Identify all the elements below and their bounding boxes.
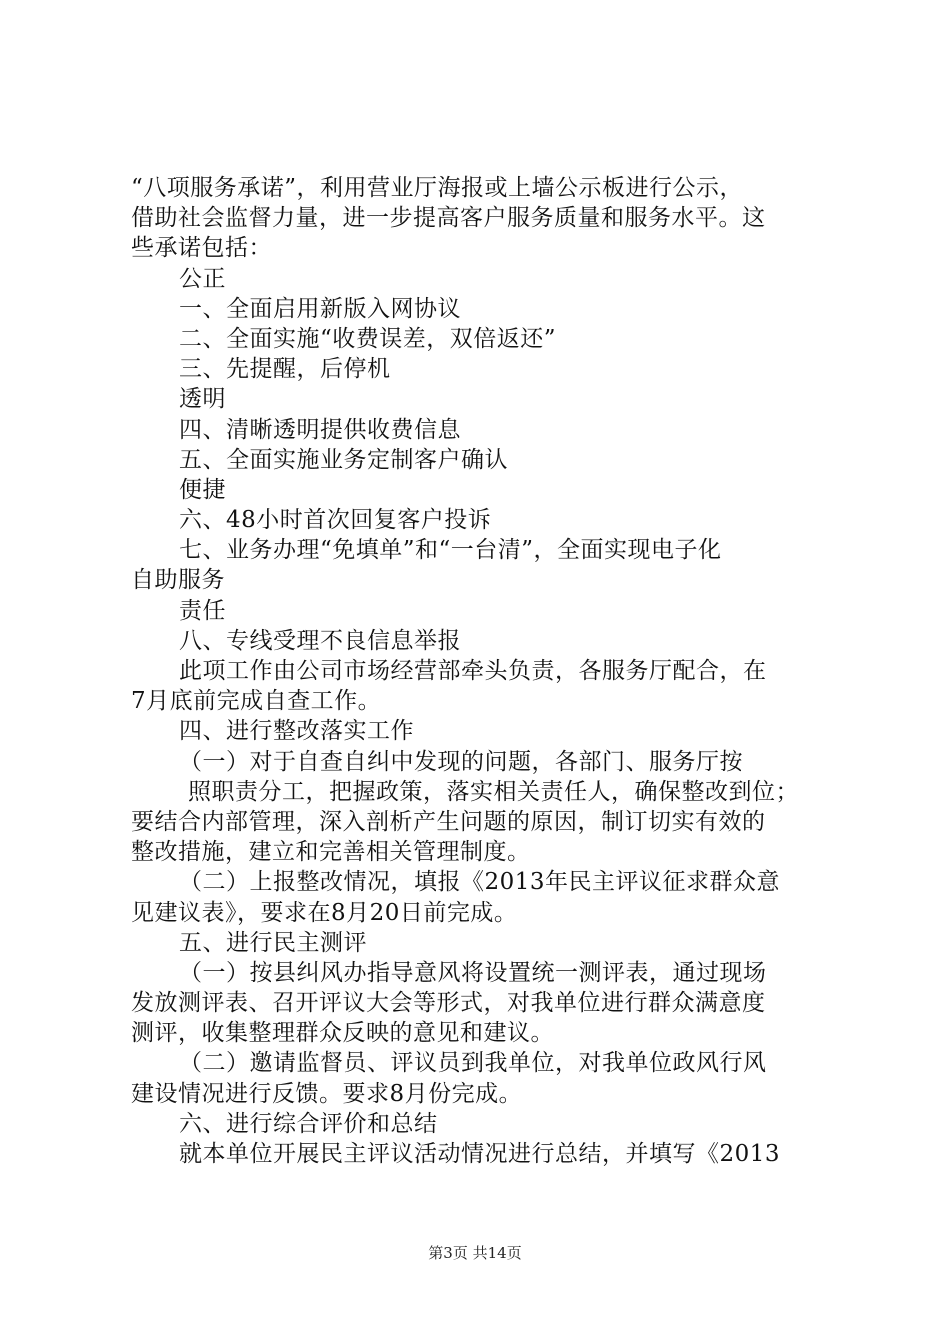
- list-item: 七、业务办理“免填单”和“一台清”，全面实现电子化: [179, 537, 722, 564]
- text-line: 借助社会监督力量，进一步提高客户服务质量和服务水平。这: [131, 205, 766, 232]
- list-item: 八、专线受理不良信息举报: [179, 627, 461, 654]
- paragraph-line: （二）邀请监督员、评议员到我单位，对我单位政风行风: [179, 1050, 767, 1077]
- page-number-footer: 第3页 共14页: [428, 1244, 522, 1262]
- section-heading: 透明: [179, 386, 226, 413]
- section-heading: 五、进行民主测评: [179, 929, 367, 956]
- paragraph-line: （二）上报整改情况，填报《2013年民主评议征求群众意: [179, 869, 781, 896]
- section-heading: 责任: [179, 597, 226, 624]
- list-item: 三、先提醒，后停机: [179, 356, 391, 383]
- text-line: 自助服务: [131, 567, 225, 594]
- paragraph-line: （一）对于自查自纠中发现的问题，各部门、服务厅按: [179, 748, 743, 775]
- document-body: [131, 173, 837, 1169]
- list-item: 五、全面实施业务定制客户确认: [179, 446, 508, 473]
- text-line: 发放测评表、召开评议大会等形式，对我单位进行群众满意度: [131, 990, 766, 1017]
- text-line: 整改措施，建立和完善相关管理制度。: [131, 839, 531, 866]
- text-line: 见建议表》，要求在8月20日前完成。: [131, 899, 518, 926]
- section-heading: 便捷: [179, 476, 226, 503]
- paragraph-line: 此项工作由公司市场经营部牵头负责，各服务厅配合，在: [179, 658, 767, 684]
- text-line: 些承诺包括：: [131, 235, 272, 262]
- text-line: “八项服务承诺”，利用营业厅海报或上墙公示板进行公示，: [131, 175, 744, 201]
- text-line: 7月底前完成自查工作。: [131, 688, 382, 715]
- text-line: 建设情况进行反馈。要求8月份完成。: [131, 1080, 523, 1107]
- section-heading: 公正: [179, 265, 226, 292]
- paragraph-line: （一）按县纠风办指导意风将设置统一测评表，通过现场: [179, 959, 767, 986]
- text-line: 要结合内部管理，深入剖析产生问题的原因，制订切实有效的: [131, 808, 766, 835]
- list-item: 二、全面实施“收费误差，双倍返还”: [179, 325, 557, 352]
- list-item: 四、清晰透明提供收费信息: [179, 416, 461, 443]
- text-line: 测评，收集整理群众反映的意见和建议。: [131, 1020, 554, 1047]
- paragraph-line: 就本单位开展民主评议活动情况进行总结，并填写《2013: [179, 1141, 781, 1167]
- list-item: 六、48小时首次回复客户投诉: [179, 507, 492, 534]
- list-item: 一、全面启用新版入网协议: [179, 295, 461, 322]
- paragraph-line: 照职责分工，把握政策，落实相关责任人，确保整改到位；: [188, 778, 799, 805]
- section-heading: 六、进行综合评价和总结: [179, 1110, 438, 1137]
- section-heading: 四、进行整改落实工作: [179, 718, 414, 745]
